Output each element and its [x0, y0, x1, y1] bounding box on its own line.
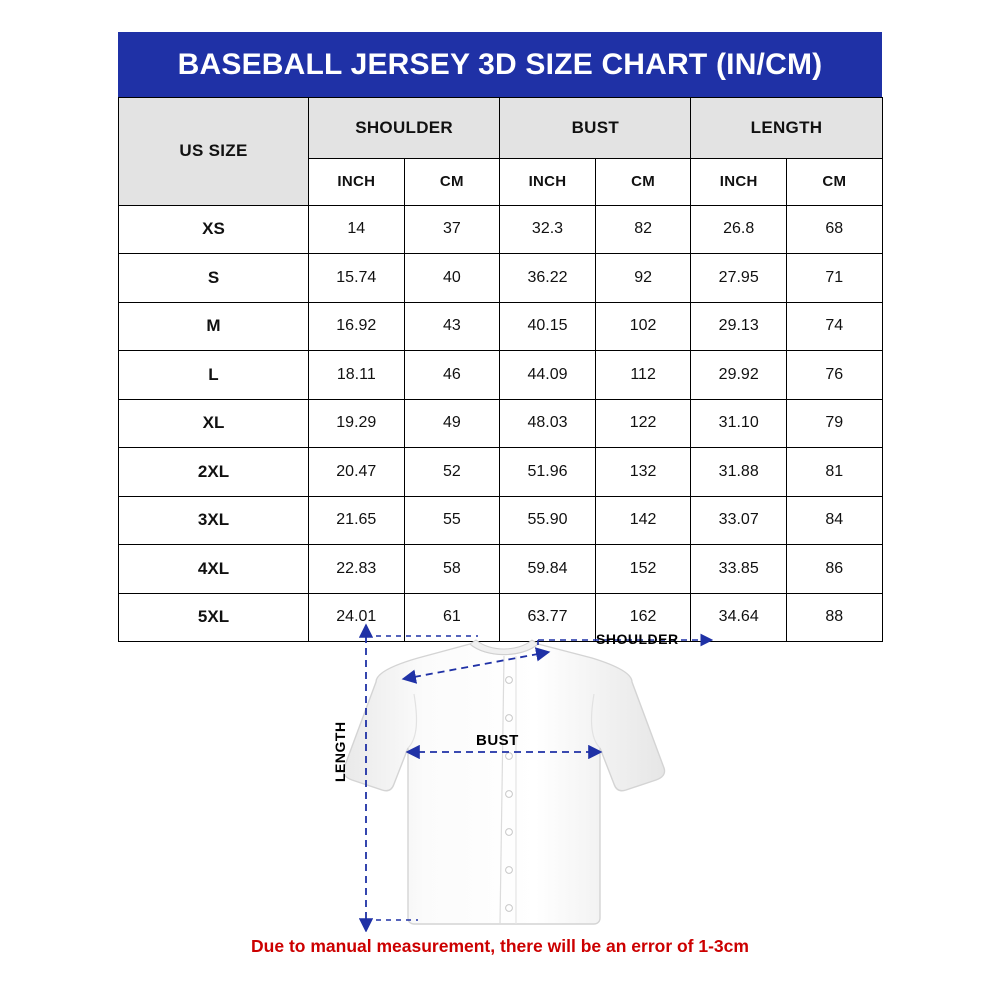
cell-shoulder-cm: 61	[404, 593, 500, 642]
cell-length-cm: 74	[787, 302, 883, 351]
cell-bust-inch: 32.3	[500, 205, 596, 254]
cell-length-cm: 76	[787, 351, 883, 400]
column-header-bust: BUST	[500, 97, 691, 158]
cell-length-cm: 68	[787, 205, 883, 254]
cell-bust-cm: 102	[595, 302, 691, 351]
cell-bust-cm: 152	[595, 545, 691, 594]
table-row	[119, 205, 883, 254]
unit-header-shoulder-inch: INCH	[309, 158, 405, 205]
cell-length-inch: 33.85	[691, 545, 787, 594]
shoulder-label: SHOULDER	[596, 631, 679, 647]
cell-size: 2XL	[119, 448, 309, 497]
table-row	[119, 448, 883, 497]
cell-length-cm: 81	[787, 448, 883, 497]
cell-size: 4XL	[119, 545, 309, 594]
cell-size: S	[119, 254, 309, 303]
cell-bust-inch: 59.84	[500, 545, 596, 594]
jersey-shape	[343, 640, 664, 924]
cell-shoulder-cm: 43	[404, 302, 500, 351]
table-row	[119, 254, 883, 303]
cell-length-cm: 86	[787, 545, 883, 594]
cell-size: L	[119, 351, 309, 400]
cell-shoulder-cm: 58	[404, 545, 500, 594]
cell-bust-cm: 122	[595, 399, 691, 448]
table-header-row	[119, 97, 883, 158]
unit-header-shoulder-cm: CM	[404, 158, 500, 205]
size-chart-container	[118, 32, 882, 642]
cell-bust-inch: 44.09	[500, 351, 596, 400]
cell-bust-inch: 55.90	[500, 496, 596, 545]
cell-length-cm: 84	[787, 496, 883, 545]
cell-size: XS	[119, 205, 309, 254]
cell-shoulder-cm: 40	[404, 254, 500, 303]
cell-length-inch: 31.88	[691, 448, 787, 497]
cell-shoulder-cm: 46	[404, 351, 500, 400]
table-row	[119, 351, 883, 400]
cell-bust-cm: 132	[595, 448, 691, 497]
length-label: LENGTH	[332, 721, 348, 782]
cell-bust-cm: 162	[595, 593, 691, 642]
jersey-illustration	[118, 622, 882, 932]
cell-shoulder-cm: 49	[404, 399, 500, 448]
cell-shoulder-cm: 37	[404, 205, 500, 254]
cell-length-cm: 79	[787, 399, 883, 448]
cell-bust-inch: 40.15	[500, 302, 596, 351]
cell-bust-cm: 92	[595, 254, 691, 303]
cell-shoulder-inch: 20.47	[309, 448, 405, 497]
cell-bust-cm: 112	[595, 351, 691, 400]
cell-shoulder-cm: 52	[404, 448, 500, 497]
column-header-shoulder: SHOULDER	[309, 97, 500, 158]
cell-length-inch: 26.8	[691, 205, 787, 254]
unit-header-bust-cm: CM	[595, 158, 691, 205]
cell-size: 5XL	[119, 593, 309, 642]
table-row	[119, 302, 883, 351]
cell-bust-inch: 48.03	[500, 399, 596, 448]
cell-length-inch: 33.07	[691, 496, 787, 545]
cell-size: XL	[119, 399, 309, 448]
page-title: BASEBALL JERSEY 3D SIZE CHART (IN/CM)	[118, 32, 882, 97]
cell-length-inch: 34.64	[691, 593, 787, 642]
cell-length-inch: 29.92	[691, 351, 787, 400]
unit-header-length-inch: INCH	[691, 158, 787, 205]
cell-bust-inch: 51.96	[500, 448, 596, 497]
cell-shoulder-inch: 14	[309, 205, 405, 254]
table-row	[119, 399, 883, 448]
measurement-note: Due to manual measurement, there will be an error of 1-3cm	[251, 936, 749, 956]
cell-length-inch: 29.13	[691, 302, 787, 351]
table-body	[119, 205, 883, 642]
column-header-us-size: US SIZE	[119, 97, 309, 205]
cell-shoulder-inch: 16.92	[309, 302, 405, 351]
cell-size: 3XL	[119, 496, 309, 545]
unit-header-bust-inch: INCH	[500, 158, 596, 205]
table-row	[119, 496, 883, 545]
cell-shoulder-inch: 21.65	[309, 496, 405, 545]
cell-shoulder-inch: 18.11	[309, 351, 405, 400]
measurement-figure	[118, 622, 882, 932]
cell-length-cm: 88	[787, 593, 883, 642]
cell-bust-cm: 142	[595, 496, 691, 545]
cell-shoulder-inch: 19.29	[309, 399, 405, 448]
cell-shoulder-cm: 55	[404, 496, 500, 545]
cell-shoulder-inch: 15.74	[309, 254, 405, 303]
cell-bust-inch: 63.77	[500, 593, 596, 642]
cell-length-inch: 31.10	[691, 399, 787, 448]
column-header-length: LENGTH	[691, 97, 882, 158]
cell-size: M	[119, 302, 309, 351]
cell-shoulder-inch: 24.01	[309, 593, 405, 642]
cell-shoulder-inch: 22.83	[309, 545, 405, 594]
cell-length-cm: 71	[787, 254, 883, 303]
size-table	[118, 97, 883, 643]
bust-label: BUST	[476, 732, 519, 749]
unit-header-length-cm: CM	[787, 158, 883, 205]
cell-bust-inch: 36.22	[500, 254, 596, 303]
table-row	[119, 545, 883, 594]
cell-bust-cm: 82	[595, 205, 691, 254]
cell-length-inch: 27.95	[691, 254, 787, 303]
